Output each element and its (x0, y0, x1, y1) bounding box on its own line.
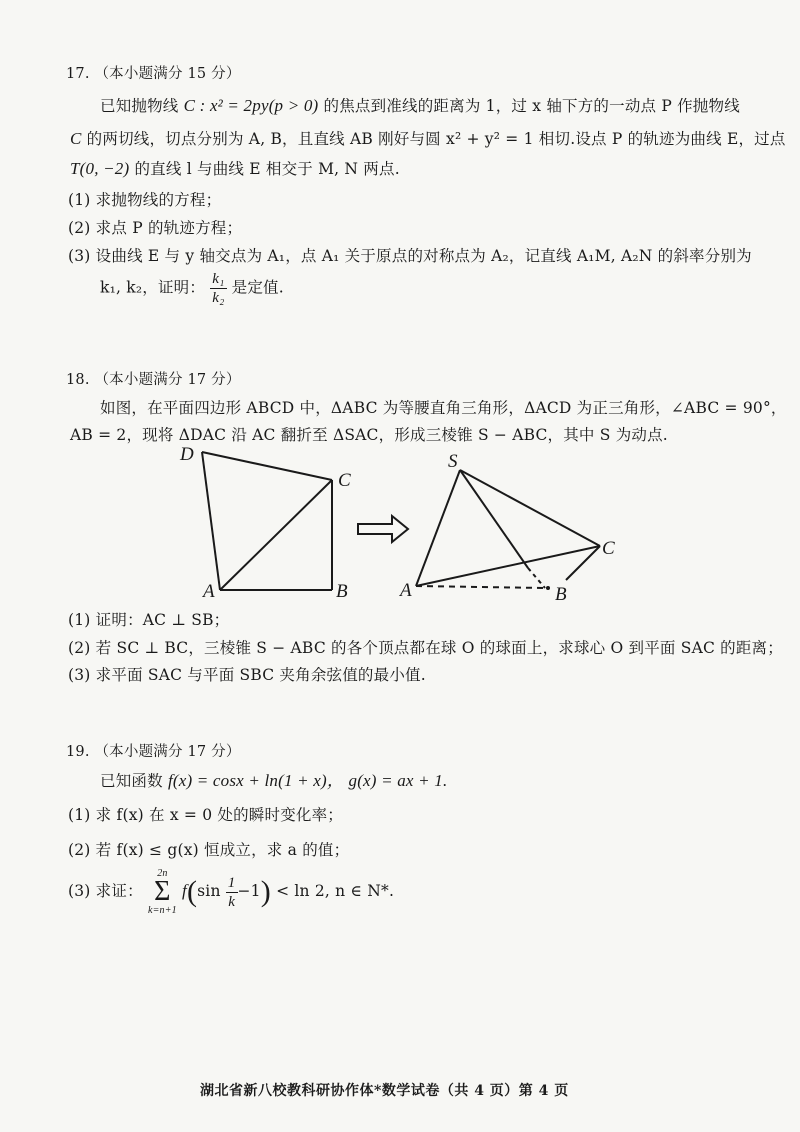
q17-curve-C: C (70, 129, 82, 148)
sum-lower-limit: k=n+1 (147, 905, 177, 916)
q19-line1 (100, 766, 447, 791)
q19-function-defs: f(x) = cosx + ln(1 + x)， g(x) = ax + 1. (167, 771, 448, 790)
fraction-denominator: k₂ (212, 290, 225, 306)
sigma-symbol: Σ (154, 876, 171, 907)
q19-score: （本小题满分 17 分） (94, 744, 241, 760)
q19-text: (3) 求证： (68, 882, 143, 900)
q17-ratio-fraction (210, 270, 226, 307)
q18-line1: 如图，在平面四边形 ABCD 中，ΔABC 为等腰直角三角形，ΔACD 为正三角形，∠ABC = 90°， (100, 399, 787, 417)
fraction-denominator: k (228, 893, 236, 910)
q18-header (66, 368, 241, 389)
fraction-numerator: 1 (227, 874, 236, 891)
q18-part3: (3) 求平面 SAC 与平面 SBC 夹角余弦值的最小值. (68, 666, 426, 684)
q19-sin: sin (197, 882, 221, 900)
q17-part3: (3) 设曲线 E 与 y 轴交点为 A₁，点 A₁ 关于原点的对称点为 A₂，记直线 A₁M, A₂N 的斜率分别为 (68, 247, 752, 265)
q18-score: （本小题满分 17 分） (94, 372, 241, 388)
paren-close: ) (260, 875, 271, 908)
fraction-numerator: k₁ (212, 271, 225, 287)
q17-line1 (100, 94, 740, 116)
q17-point-T: T(0, −2) (70, 159, 130, 178)
q17-line2 (70, 127, 786, 149)
q19-part2: (2) 若 f(x) ≤ g(x) 恒成立，求 a 的值； (68, 841, 350, 859)
label-A2: A (400, 580, 412, 601)
q17-text: 是定值. (231, 278, 284, 297)
q18-figure (0, 440, 800, 610)
vertex-B (546, 586, 550, 590)
q17-line3 (70, 157, 400, 179)
q18-line2: AB = 2，现将 ΔDAC 沿 AC 翻折至 ΔSAC，形成三棱锥 S − ABC，其中 S 为动点. (70, 426, 668, 444)
edge-SC (460, 470, 600, 546)
q18-number: 18. (66, 372, 90, 388)
q17-text: 的两切线，切点分别为 A, B，且直线 AB 刚好与圆 x² + y² = 1 相切.设点 P 的轨迹为曲线 E，过点 (81, 130, 786, 148)
label-B2: B (555, 584, 567, 605)
q19-minus-one: −1 (237, 882, 261, 900)
q19-number: 19. (66, 744, 90, 760)
q18-part1: (1) 证明：AC ⊥ SB； (68, 611, 230, 629)
q17-text: 的焦点到准线的距离为 1，过 x 轴下方的一动点 P 作抛物线 (318, 97, 740, 115)
q19-fraction (226, 874, 238, 911)
q17-number: 17. (66, 66, 90, 82)
planar-quadrilateral (202, 452, 332, 590)
edge-SA (416, 470, 460, 586)
edge-SB-hidden (528, 568, 545, 588)
q17-text: k₁, k₂，证明： (100, 278, 206, 297)
label-C: C (338, 470, 351, 491)
paren-open: ( (186, 875, 198, 908)
label-C2: C (602, 538, 615, 559)
edge-AB (416, 586, 545, 588)
q17-text: 的直线 l 与曲线 E 相交于 M, N 两点. (129, 160, 400, 178)
edge-DC (202, 452, 332, 480)
summation (148, 868, 177, 916)
q19-header (66, 740, 241, 761)
tetrahedron (416, 470, 600, 588)
q19-function-f: f (182, 881, 187, 900)
fold-arrow-icon (358, 516, 408, 542)
q19-text: 已知函数 (100, 772, 168, 790)
q17-part2: (2) 求点 P 的轨迹方程； (68, 219, 243, 237)
q17-parabola-formula: C : x² = 2py(p > 0) (183, 96, 319, 115)
edge-AC (416, 546, 600, 586)
edge-CB (566, 546, 600, 580)
edge-DA (202, 452, 220, 590)
q17-part1: (1) 求抛物线的方程； (68, 191, 222, 209)
q18-part2: (2) 若 SC ⊥ BC，三棱锥 S − ABC 的各个顶点都在球 O 的球面上，求球心 O 到平面 SAC 的距离； (68, 639, 783, 657)
label-B: B (336, 581, 348, 602)
q17-header (66, 62, 241, 83)
q17-text: 已知抛物线 (100, 97, 184, 115)
q19-part3 (68, 868, 394, 916)
q17-score: （本小题满分 15 分） (94, 66, 241, 82)
edge-AC (220, 480, 332, 590)
q19-part1: (1) 求 f(x) 在 x = 0 处的瞬时变化率； (68, 806, 344, 824)
q17-part3-cont (100, 270, 284, 307)
q19-inequality: < ln 2, n ∈ N*. (270, 882, 395, 900)
edge-SB (460, 470, 528, 568)
sum-upper-limit: 2n (157, 868, 168, 879)
label-A: A (203, 581, 215, 602)
page-footer: 湖北省新八校教科研协作体*数学试卷（共 4 页）第 4 页 (200, 1083, 569, 1099)
label-D: D (180, 444, 194, 465)
label-S: S (448, 451, 458, 472)
